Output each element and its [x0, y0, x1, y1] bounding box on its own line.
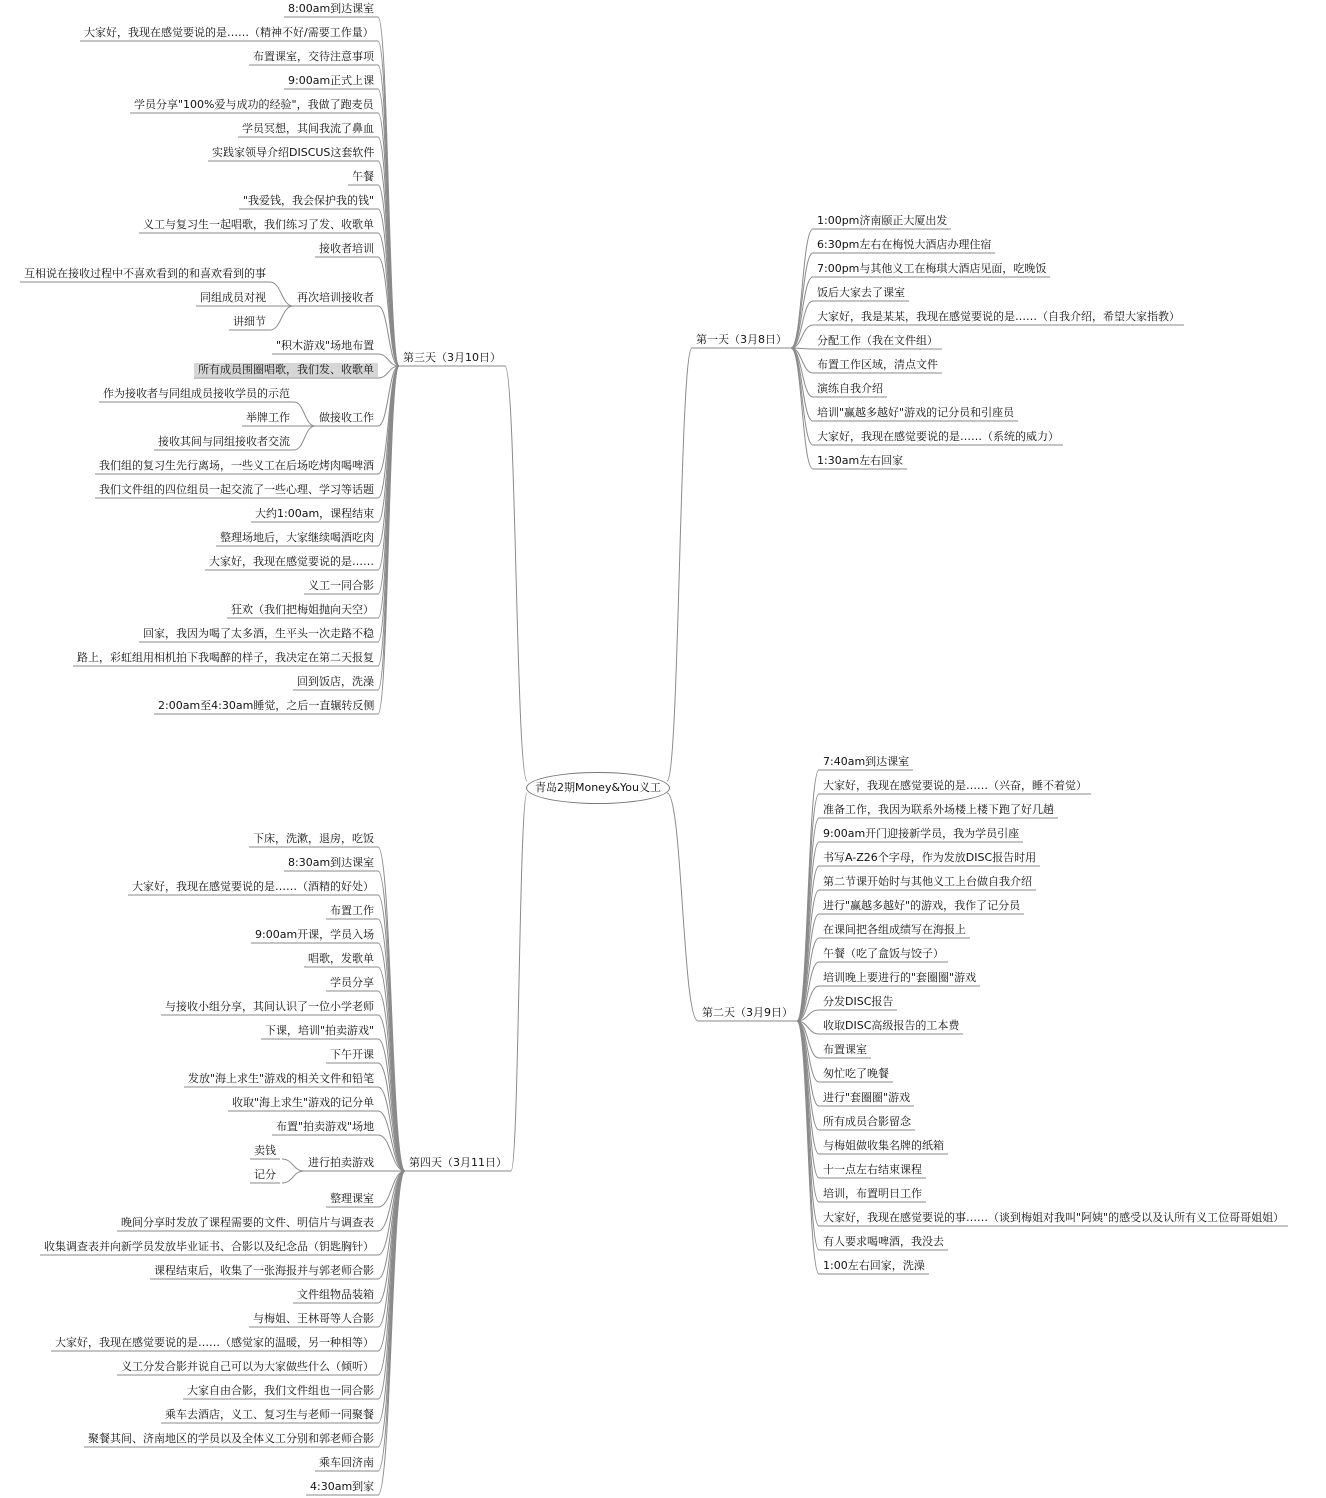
- connector-line: [791, 348, 813, 421]
- connector-line: [797, 770, 819, 1021]
- day2-item[interactable]: 9:00am开门迎接新学员，我为学员引座: [823, 827, 1020, 840]
- day4-item[interactable]: 文件组物品装箱: [297, 1288, 374, 1301]
- connector-line: [797, 1021, 819, 1154]
- connector-line: [378, 1171, 405, 1255]
- connector-line: [378, 366, 399, 570]
- connector-line: [791, 325, 813, 348]
- connector-line: [797, 1021, 819, 1106]
- connector-line: [378, 967, 405, 1171]
- connector-line: [797, 962, 819, 1021]
- connector-line: [378, 1171, 405, 1423]
- day1-item[interactable]: 演练自我介绍: [817, 382, 883, 395]
- connector-line: [378, 366, 399, 714]
- auction-subitem[interactable]: 记分: [254, 1168, 276, 1181]
- connector-line: [797, 1021, 819, 1082]
- day2-item[interactable]: 与梅姐做收集名牌的纸箱: [823, 1139, 944, 1152]
- connector-line: [378, 233, 399, 366]
- day3-item[interactable]: 路上，彩虹组用相机拍下我喝醉的样子，我决定在第二天报复: [77, 651, 374, 664]
- connector-line: [378, 366, 399, 594]
- day2-item[interactable]: 进行"套圈圈"游戏: [823, 1091, 911, 1104]
- connector-line: [270, 306, 293, 330]
- connector-line: [797, 938, 819, 1021]
- day4-item[interactable]: 与接收小组分享，其间认识了一位小学老师: [165, 1000, 374, 1013]
- day2-item[interactable]: 有人要求喝啤酒，我没去: [823, 1235, 944, 1248]
- connector-line: [378, 871, 405, 1171]
- day2-item[interactable]: 培训晚上要进行的"套圈圈"游戏: [823, 971, 977, 984]
- connector-line: [378, 1039, 405, 1171]
- connector-line: [797, 866, 819, 1021]
- root-topic[interactable]: 青岛2期Money&You义工: [526, 772, 670, 804]
- connector-line: [378, 1171, 405, 1375]
- connector-line: [378, 89, 399, 366]
- connector-line: [791, 253, 813, 348]
- day3-item[interactable]: 所有成员围圈唱歌，我们发、收歌单: [194, 363, 378, 377]
- day4-item[interactable]: 发放"海上求生"游戏的相关文件和铅笔: [188, 1072, 375, 1085]
- connector-line: [378, 366, 399, 522]
- connector-line: [378, 1171, 405, 1231]
- day2-item[interactable]: 进行"赢越多越好"的游戏，我作了记分员: [823, 899, 1021, 912]
- day1-item[interactable]: 大家好，我是某某，我现在感觉要说的是……（自我介绍，希望大家指教）: [817, 310, 1180, 323]
- connector-line: [378, 17, 399, 366]
- branch-day1[interactable]: 第一天（3月8日）: [696, 333, 787, 346]
- connector-line: [378, 1171, 405, 1207]
- day4-item[interactable]: 与梅姐、王林哥等人合影: [253, 1312, 374, 1325]
- connector-line: [378, 1111, 405, 1171]
- day4-item[interactable]: 下午开课: [330, 1048, 374, 1061]
- day2-item[interactable]: 书写A-Z26个字母，作为发放DISC报告时用: [823, 851, 1037, 864]
- day4-item[interactable]: 课程结束后，收集了一张海报并与郭老师合影: [154, 1264, 374, 1277]
- day4-item[interactable]: 唱歌，发歌单: [308, 952, 374, 965]
- day3-item[interactable]: 再次培训接收者: [297, 291, 374, 304]
- day2-item[interactable]: 7:40am到达课室: [823, 755, 910, 768]
- connector-line: [378, 1171, 405, 1471]
- connector-line: [797, 1021, 819, 1274]
- connector-line: [378, 306, 399, 366]
- day3-item[interactable]: "积木游戏"场地布置: [276, 339, 375, 352]
- connector-line: [378, 1087, 405, 1171]
- day1-item[interactable]: 饭后大家去了课室: [817, 286, 905, 299]
- day2-item[interactable]: 匆忙吃了晚餐: [823, 1067, 889, 1080]
- connector-line: [378, 991, 405, 1171]
- connector-line: [378, 366, 399, 666]
- connector-line: [378, 1171, 405, 1351]
- day1-item[interactable]: 6:30pm左右在梅悦大酒店办理住宿: [817, 238, 992, 251]
- connector-line: [797, 818, 819, 1021]
- day3-item[interactable]: 义工与复习生一起唱歌，我们练习了发、收歌单: [143, 218, 374, 231]
- day4-item[interactable]: 义工分发合影并说自己可以为大家做些什么（倾听）: [121, 1360, 374, 1373]
- day4-item[interactable]: 晚间分享时发放了课程需要的文件、明信片与调查表: [121, 1216, 374, 1229]
- day4-item[interactable]: 大家自由合影，我们文件组也一同合影: [187, 1384, 374, 1397]
- connector-line: [378, 354, 399, 366]
- connector-line: [791, 229, 813, 348]
- day4-item[interactable]: 下床，洗漱，退房，吃饭: [253, 832, 374, 845]
- day3-item[interactable]: 大家好，我现在感觉要说的是……（精神不好/需要工作量）: [84, 26, 374, 39]
- day4-item[interactable]: 乘车回济南: [319, 1456, 374, 1469]
- connector-line: [270, 282, 293, 306]
- day1-item[interactable]: 1:30am左右回家: [817, 454, 904, 467]
- connector-line: [378, 366, 399, 378]
- connector-line: [791, 348, 813, 349]
- day3-item[interactable]: 8:00am到达课室: [288, 2, 375, 15]
- day4-item[interactable]: 大家好，我现在感觉要说的是……（感觉家的温暖，另一种相等）: [55, 1336, 374, 1349]
- day2-item[interactable]: 布置课室: [823, 1043, 867, 1056]
- day2-item[interactable]: 大家好，我现在感觉要说的事……（谈到梅姐对我叫"阿姨"的感受以及认所有义工位哥哥姐姐）: [823, 1211, 1285, 1224]
- day2-item[interactable]: 收取DISC高级报告的工本费: [823, 1019, 960, 1032]
- connector-line: [797, 890, 819, 1021]
- branch-day3[interactable]: 第三天（3月10日）: [403, 351, 501, 364]
- connector-line: [378, 366, 399, 474]
- branch-day4[interactable]: 第四天（3月11日）: [409, 1156, 507, 1169]
- connector-line: [378, 366, 399, 618]
- day3-item[interactable]: 整理场地后，大家继续喝酒吃肉: [220, 531, 374, 544]
- day4-item[interactable]: 8:30am到达课室: [288, 856, 375, 869]
- connector-line: [797, 914, 819, 1021]
- connector-line: [797, 794, 819, 1021]
- day4-item[interactable]: 下课，培训"拍卖游戏": [265, 1024, 375, 1037]
- day2-item[interactable]: 在课间把各组成绩写在海报上: [823, 923, 966, 936]
- connector-line: [797, 1010, 819, 1021]
- day3-item[interactable]: 做接收工作: [319, 411, 374, 424]
- day4-item[interactable]: 布置"拍卖游戏"场地: [276, 1120, 375, 1133]
- day1-item[interactable]: 培训"赢越多越好"游戏的记分员和引座员: [817, 406, 1015, 419]
- connector-line: [378, 895, 405, 1171]
- connector-line: [797, 1021, 819, 1202]
- connector-line: [378, 65, 399, 366]
- day2-item[interactable]: 大家好，我现在感觉要说的是……（兴奋，睡不着觉）: [823, 779, 1087, 792]
- connector-line: [378, 209, 399, 366]
- connector-line: [378, 1171, 405, 1399]
- connector-line: [378, 1063, 405, 1171]
- day3-item[interactable]: 实践家领导介绍DISCUS这套软件: [212, 146, 375, 159]
- connector-line: [797, 1021, 819, 1034]
- day2-item[interactable]: 第二节课开始时与其他义工上台做自我介绍: [823, 875, 1032, 888]
- connector-line: [797, 1021, 819, 1178]
- connector-line: [378, 1171, 405, 1303]
- connector-line: [378, 919, 405, 1171]
- connector-line: [378, 137, 399, 366]
- day4-item[interactable]: 4:30am到家: [310, 1480, 375, 1493]
- connector-line: [378, 1171, 405, 1279]
- day3-item[interactable]: 大家好，我现在感觉要说的是……: [209, 555, 374, 568]
- auction-subitem[interactable]: 卖钱: [254, 1144, 276, 1157]
- day3-item[interactable]: 我们文件组的四位组员一起交流了一些心理、学习等话题: [99, 483, 374, 496]
- connector-line: [791, 348, 813, 469]
- connector-line: [378, 113, 399, 366]
- receive-subitem[interactable]: 举牌工作: [246, 411, 290, 424]
- day3-item[interactable]: 接收者培训: [319, 242, 374, 255]
- day2-item[interactable]: 所有成员合影留念: [823, 1115, 911, 1128]
- day3-item[interactable]: 学员分享"100%爱与成功的经验"，我做了跑麦员: [134, 98, 374, 111]
- connector-line: [378, 1171, 405, 1327]
- day4-item[interactable]: 乘车去酒店，义工、复习生与老师一同聚餐: [165, 1408, 374, 1421]
- connector-line: [378, 41, 399, 366]
- day4-item[interactable]: 收取"海上求生"游戏的记分单: [232, 1096, 375, 1109]
- connector-line: [791, 301, 813, 348]
- day3-item[interactable]: 回到饭店，洗澡: [297, 675, 374, 688]
- day3-item[interactable]: 学员冥想，其间我流了鼻血: [242, 122, 374, 135]
- day3-item[interactable]: 午餐: [352, 170, 374, 183]
- connector-line: [378, 847, 405, 1171]
- connector-line: [667, 793, 698, 1021]
- day2-item[interactable]: 1:00左右回家，洗澡: [823, 1259, 925, 1272]
- connector-line: [378, 943, 405, 1171]
- day3-item[interactable]: 布置课室，交待注意事项: [253, 50, 374, 63]
- day3-item[interactable]: 2:00am至4:30am睡觉，之后一直辗转反侧: [158, 699, 375, 712]
- day4-item[interactable]: 大家好，我现在感觉要说的是……（酒精的好处）: [132, 880, 374, 893]
- connector-line: [797, 842, 819, 1021]
- retrain-subitem[interactable]: 同组成员对视: [200, 291, 266, 304]
- connector-line: [791, 348, 813, 373]
- connector-line: [797, 986, 819, 1021]
- day3-item[interactable]: 狂欢（我们把梅姐抛向天空）: [231, 603, 374, 616]
- day2-item[interactable]: 培训，布置明日工作: [823, 1187, 922, 1200]
- connector-line: [797, 1021, 819, 1226]
- connector-line: [378, 366, 399, 690]
- connector-line: [505, 366, 527, 781]
- connector-line: [282, 1159, 304, 1171]
- retrain-subitem[interactable]: 讲细节: [233, 315, 266, 328]
- day4-item[interactable]: 学员分享: [330, 976, 374, 989]
- connector-line: [797, 1021, 819, 1250]
- day3-item[interactable]: 9:00am正式上课: [288, 74, 375, 87]
- day1-item[interactable]: 1:00pm济南颐正大厦出发: [817, 214, 948, 227]
- connector-line: [294, 426, 315, 450]
- day2-item[interactable]: 分发DISC报告: [823, 995, 894, 1008]
- connector-line: [791, 348, 813, 445]
- day2-item[interactable]: 准备工作，我因为联系外场楼上楼下跑了好几趟: [823, 803, 1054, 816]
- day3-item[interactable]: "我爱钱，我会保护我的钱": [243, 194, 375, 207]
- day4-item[interactable]: 整理课室: [330, 1192, 374, 1205]
- connector-line: [294, 402, 315, 426]
- day3-item[interactable]: 我们组的复习生先行离场，一些义工在后场吃烤肉喝啤酒: [99, 459, 374, 472]
- connector-line: [378, 1015, 405, 1171]
- connector-line: [378, 1171, 405, 1447]
- connector-line: [791, 277, 813, 348]
- retrain-subitem[interactable]: 互相说在接收过程中不喜欢看到的和喜欢看到的事: [24, 267, 266, 280]
- day1-item[interactable]: 大家好，我现在感觉要说的是……（系统的威力）: [817, 430, 1059, 443]
- day1-item[interactable]: 布置工作区域，清点文件: [817, 358, 938, 371]
- connector-line: [667, 348, 692, 781]
- connector-line: [378, 257, 399, 366]
- receive-subitem[interactable]: 接收其间与同组接收者交流: [158, 435, 290, 448]
- connector-line: [378, 366, 399, 498]
- connector-line: [378, 185, 399, 366]
- connector-line: [378, 366, 399, 546]
- connector-line: [797, 1021, 819, 1130]
- connector-line: [378, 366, 399, 426]
- connector-line: [511, 793, 527, 1171]
- day2-item[interactable]: 午餐（吃了盒饭与饺子）: [823, 947, 944, 960]
- connector-line: [282, 1171, 304, 1183]
- day4-item[interactable]: 聚餐其间、济南地区的学员以及全体义工分别和郭老师合影: [88, 1432, 374, 1445]
- day1-item[interactable]: 分配工作（我在文件组）: [817, 334, 938, 347]
- day4-item[interactable]: 9:00am开课，学员入场: [255, 928, 375, 941]
- connector-line: [378, 1135, 405, 1171]
- branch-day2[interactable]: 第二天（3月9日）: [702, 1006, 793, 1019]
- connector-line: [378, 366, 399, 642]
- receive-subitem[interactable]: 作为接收者与同组成员接收学员的示范: [103, 387, 290, 400]
- day3-item[interactable]: 义工一同合影: [308, 579, 374, 592]
- connector-line: [791, 348, 813, 397]
- connector-line: [378, 161, 399, 366]
- day4-item[interactable]: 进行拍卖游戏: [308, 1156, 374, 1169]
- day3-item[interactable]: 回家，我因为喝了太多酒，生平头一次走路不稳: [143, 627, 374, 640]
- connector-line: [378, 1171, 405, 1495]
- day2-item[interactable]: 十一点左右结束课程: [823, 1163, 922, 1176]
- connector-line: [797, 1021, 819, 1058]
- day4-item[interactable]: 收集调查表并向新学员发放毕业证书、合影以及纪念品（钥匙胸针）: [44, 1240, 374, 1253]
- day4-item[interactable]: 布置工作: [330, 904, 374, 917]
- day3-item[interactable]: 大约1:00am，课程结束: [255, 507, 375, 520]
- day1-item[interactable]: 7:00pm与其他义工在梅琪大酒店见面，吃晚饭: [817, 262, 1047, 275]
